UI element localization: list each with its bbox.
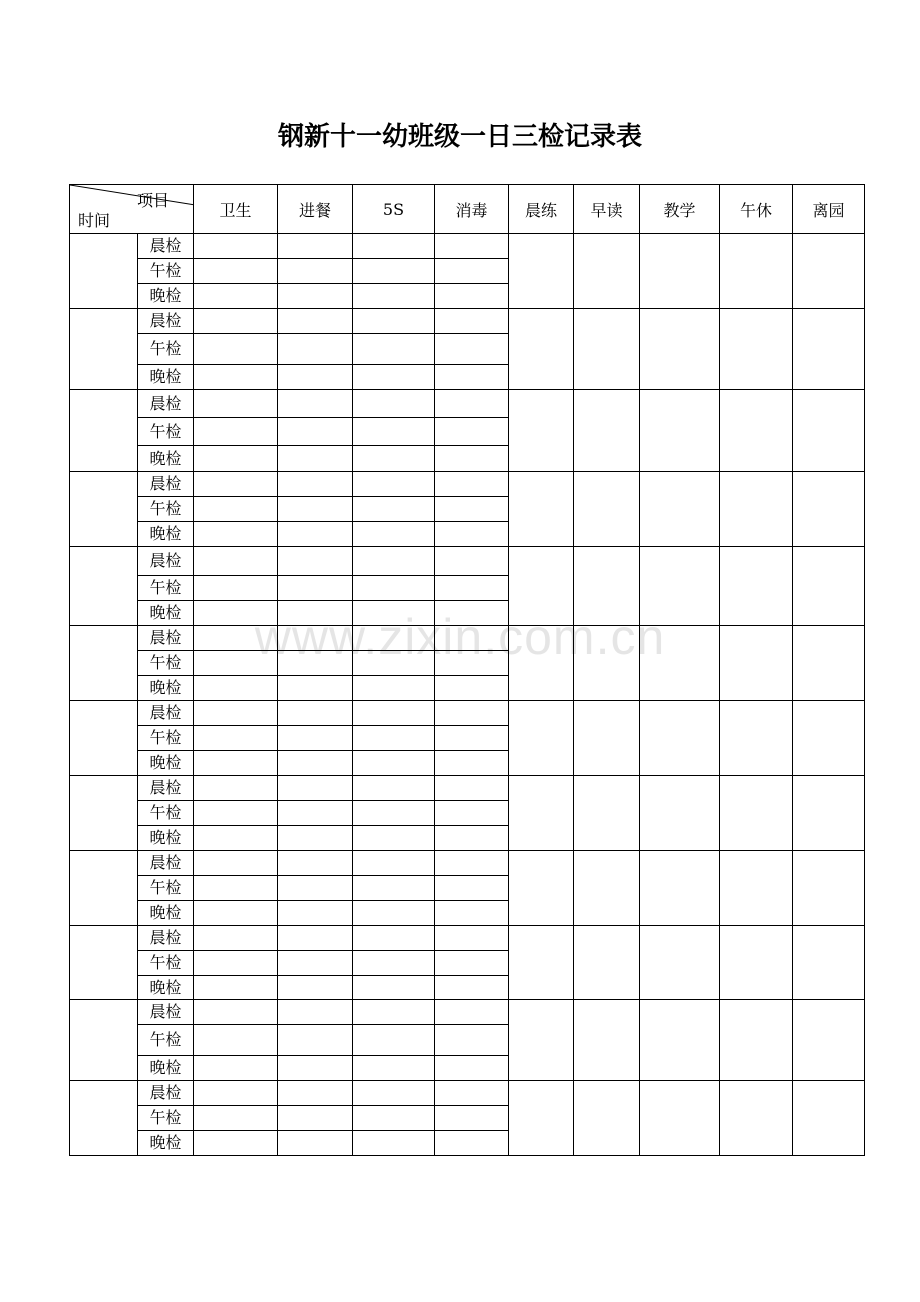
daily-entry-cell[interactable]	[793, 309, 865, 390]
table-row	[70, 309, 865, 334]
date-cell[interactable]	[70, 234, 138, 309]
entry-cell[interactable]	[435, 284, 509, 309]
col-header: 消毒	[435, 185, 509, 234]
entry-cell[interactable]	[435, 1025, 509, 1056]
entry-cell[interactable]	[278, 726, 353, 751]
entry-cell[interactable]	[194, 547, 278, 576]
daily-entry-cell[interactable]	[509, 776, 574, 851]
daily-entry-cell[interactable]	[640, 234, 720, 309]
check-label: 午检	[138, 951, 194, 976]
entry-cell[interactable]	[278, 390, 353, 418]
entry-cell[interactable]	[435, 701, 509, 726]
entry-cell[interactable]	[278, 497, 353, 522]
entry-cell[interactable]	[278, 901, 353, 926]
header-row	[70, 185, 865, 234]
entry-cell[interactable]	[353, 259, 435, 284]
entry-cell[interactable]	[435, 576, 509, 601]
entry-cell[interactable]	[353, 1000, 435, 1025]
entry-cell[interactable]	[278, 334, 353, 365]
entry-cell[interactable]	[194, 651, 278, 676]
check-label: 午检	[138, 651, 194, 676]
entry-cell[interactable]	[278, 801, 353, 826]
entry-cell[interactable]	[278, 826, 353, 851]
date-cell[interactable]	[70, 851, 138, 926]
entry-cell[interactable]	[353, 418, 435, 446]
entry-cell[interactable]	[278, 418, 353, 446]
check-label: 晚检	[138, 1056, 194, 1081]
daily-entry-cell[interactable]	[574, 1000, 640, 1081]
check-label: 晨检	[138, 390, 194, 418]
entry-cell[interactable]	[435, 418, 509, 446]
date-cell[interactable]	[70, 390, 138, 472]
daily-entry-cell[interactable]	[574, 776, 640, 851]
entry-cell[interactable]	[194, 390, 278, 418]
entry-cell[interactable]	[435, 522, 509, 547]
entry-cell[interactable]	[353, 951, 435, 976]
entry-cell[interactable]	[435, 851, 509, 876]
check-label: 晚检	[138, 676, 194, 701]
entry-cell[interactable]	[353, 390, 435, 418]
entry-cell[interactable]	[353, 726, 435, 751]
check-label: 午检	[138, 876, 194, 901]
col-header: 进餐	[278, 185, 353, 234]
check-label: 晚检	[138, 976, 194, 1000]
date-cell[interactable]	[70, 926, 138, 1000]
daily-entry-cell[interactable]	[793, 851, 865, 926]
entry-cell[interactable]	[278, 951, 353, 976]
daily-entry-cell[interactable]	[640, 547, 720, 626]
daily-entry-cell[interactable]	[720, 309, 793, 390]
entry-cell[interactable]	[435, 1000, 509, 1025]
entry-cell[interactable]	[194, 365, 278, 390]
entry-cell[interactable]	[278, 1056, 353, 1081]
daily-entry-cell[interactable]	[720, 234, 793, 309]
daily-entry-cell[interactable]	[640, 390, 720, 472]
entry-cell[interactable]	[435, 826, 509, 851]
corner-item-label: 项目	[136, 191, 169, 210]
entry-cell[interactable]	[353, 1025, 435, 1056]
daily-entry-cell[interactable]	[720, 926, 793, 1000]
check-label: 晨检	[138, 234, 194, 259]
entry-cell[interactable]	[194, 309, 278, 334]
table-row	[70, 1000, 865, 1025]
daily-entry-cell[interactable]	[509, 1081, 574, 1156]
table-row	[70, 851, 865, 876]
entry-cell[interactable]	[435, 601, 509, 626]
entry-cell[interactable]	[435, 1106, 509, 1131]
check-label: 晚检	[138, 751, 194, 776]
entry-cell[interactable]	[353, 1106, 435, 1131]
entry-cell[interactable]	[194, 601, 278, 626]
entry-cell[interactable]	[278, 284, 353, 309]
table-row	[70, 390, 865, 418]
daily-entry-cell[interactable]	[509, 472, 574, 547]
entry-cell[interactable]	[194, 234, 278, 259]
daily-entry-cell[interactable]	[509, 1000, 574, 1081]
daily-entry-cell[interactable]	[720, 851, 793, 926]
watermark: www.zixin.com.cn	[254, 609, 666, 665]
check-label: 晨检	[138, 851, 194, 876]
daily-entry-cell[interactable]	[793, 1081, 865, 1156]
daily-entry-cell[interactable]	[793, 926, 865, 1000]
entry-cell[interactable]	[353, 365, 435, 390]
date-cell[interactable]	[70, 626, 138, 701]
entry-cell[interactable]	[194, 976, 278, 1000]
daily-entry-cell[interactable]	[720, 547, 793, 626]
entry-cell[interactable]	[194, 334, 278, 365]
entry-cell[interactable]	[278, 651, 353, 676]
daily-entry-cell[interactable]	[793, 626, 865, 701]
entry-cell[interactable]	[278, 446, 353, 472]
daily-entry-cell[interactable]	[574, 851, 640, 926]
entry-cell[interactable]	[353, 701, 435, 726]
check-label: 晚检	[138, 1131, 194, 1156]
entry-cell[interactable]	[194, 926, 278, 951]
entry-cell[interactable]	[353, 626, 435, 651]
check-label: 午检	[138, 576, 194, 601]
date-cell[interactable]	[70, 309, 138, 390]
entry-cell[interactable]	[435, 726, 509, 751]
entry-cell[interactable]	[435, 334, 509, 365]
entry-cell[interactable]	[435, 446, 509, 472]
daily-entry-cell[interactable]	[574, 547, 640, 626]
check-label: 晨检	[138, 1000, 194, 1025]
daily-entry-cell[interactable]	[793, 472, 865, 547]
entry-cell[interactable]	[435, 1081, 509, 1106]
entry-cell[interactable]	[435, 365, 509, 390]
daily-entry-cell[interactable]	[720, 626, 793, 701]
date-cell[interactable]	[70, 472, 138, 547]
check-label: 午检	[138, 259, 194, 284]
entry-cell[interactable]	[278, 626, 353, 651]
entry-cell[interactable]	[435, 259, 509, 284]
check-label: 晚检	[138, 522, 194, 547]
entry-cell[interactable]	[194, 701, 278, 726]
entry-cell[interactable]	[435, 976, 509, 1000]
col-header: 午休	[720, 185, 793, 234]
entry-cell[interactable]	[194, 1081, 278, 1106]
daily-entry-cell[interactable]	[793, 234, 865, 309]
entry-cell[interactable]	[194, 851, 278, 876]
daily-entry-cell[interactable]	[509, 234, 574, 309]
entry-cell[interactable]	[353, 901, 435, 926]
entry-cell[interactable]	[435, 390, 509, 418]
entry-cell[interactable]	[278, 776, 353, 801]
check-label: 晚检	[138, 601, 194, 626]
entry-cell[interactable]	[278, 472, 353, 497]
entry-cell[interactable]	[194, 1000, 278, 1025]
daily-entry-cell[interactable]	[509, 851, 574, 926]
entry-cell[interactable]	[353, 1081, 435, 1106]
entry-cell[interactable]	[278, 1081, 353, 1106]
check-label: 晚检	[138, 365, 194, 390]
entry-cell[interactable]	[278, 926, 353, 951]
entry-cell[interactable]	[353, 651, 435, 676]
daily-entry-cell[interactable]	[509, 701, 574, 776]
entry-cell[interactable]	[435, 472, 509, 497]
entry-cell[interactable]	[435, 1056, 509, 1081]
record-table	[69, 184, 865, 1156]
entry-cell[interactable]	[353, 976, 435, 1000]
entry-cell[interactable]	[435, 1131, 509, 1156]
entry-cell[interactable]	[353, 576, 435, 601]
entry-cell[interactable]	[353, 676, 435, 701]
check-label: 晨检	[138, 701, 194, 726]
entry-cell[interactable]	[435, 234, 509, 259]
entry-cell[interactable]	[194, 1025, 278, 1056]
entry-cell[interactable]	[353, 234, 435, 259]
entry-cell[interactable]	[435, 547, 509, 576]
corner-time-label: 时间	[78, 211, 111, 230]
daily-entry-cell[interactable]	[574, 926, 640, 1000]
daily-entry-cell[interactable]	[574, 701, 640, 776]
date-cell[interactable]	[70, 547, 138, 626]
entry-cell[interactable]	[194, 446, 278, 472]
daily-entry-cell[interactable]	[640, 851, 720, 926]
entry-cell[interactable]	[435, 309, 509, 334]
daily-entry-cell[interactable]	[720, 390, 793, 472]
entry-cell[interactable]	[353, 1131, 435, 1156]
table-row	[70, 776, 865, 801]
page-title: 钢新十一幼班级一日三检记录表	[277, 122, 642, 152]
daily-entry-cell[interactable]	[574, 390, 640, 472]
daily-entry-cell[interactable]	[509, 926, 574, 1000]
entry-cell[interactable]	[435, 901, 509, 926]
entry-cell[interactable]	[353, 522, 435, 547]
entry-cell[interactable]	[353, 851, 435, 876]
entry-cell[interactable]	[435, 497, 509, 522]
entry-cell[interactable]	[194, 1056, 278, 1081]
date-cell[interactable]	[70, 1000, 138, 1081]
entry-cell[interactable]	[278, 576, 353, 601]
daily-entry-cell[interactable]	[793, 776, 865, 851]
entry-cell[interactable]	[278, 701, 353, 726]
entry-cell[interactable]	[278, 234, 353, 259]
entry-cell[interactable]	[435, 926, 509, 951]
entry-cell[interactable]	[194, 751, 278, 776]
daily-entry-cell[interactable]	[574, 1081, 640, 1156]
entry-cell[interactable]	[435, 776, 509, 801]
entry-cell[interactable]	[435, 876, 509, 901]
table-row	[70, 701, 865, 726]
entry-cell[interactable]	[353, 334, 435, 365]
daily-entry-cell[interactable]	[640, 1081, 720, 1156]
table-row	[70, 234, 865, 259]
daily-entry-cell[interactable]	[574, 234, 640, 309]
daily-entry-cell[interactable]	[720, 776, 793, 851]
check-label: 午检	[138, 801, 194, 826]
daily-entry-cell[interactable]	[509, 626, 574, 701]
daily-entry-cell[interactable]	[793, 1000, 865, 1081]
daily-entry-cell[interactable]	[640, 776, 720, 851]
entry-cell[interactable]	[194, 259, 278, 284]
daily-entry-cell[interactable]	[720, 1081, 793, 1156]
check-label: 午检	[138, 334, 194, 365]
entry-cell[interactable]	[194, 576, 278, 601]
entry-cell[interactable]	[194, 284, 278, 309]
entry-cell[interactable]	[278, 876, 353, 901]
daily-entry-cell[interactable]	[640, 472, 720, 547]
entry-cell[interactable]	[278, 601, 353, 626]
entry-cell[interactable]	[353, 776, 435, 801]
check-label: 晚检	[138, 901, 194, 926]
check-label: 晨检	[138, 776, 194, 801]
entry-cell[interactable]	[353, 751, 435, 776]
entry-cell[interactable]	[194, 951, 278, 976]
col-header: 5S	[353, 185, 435, 234]
entry-cell[interactable]	[353, 926, 435, 951]
entry-cell[interactable]	[278, 751, 353, 776]
col-header: 卫生	[194, 185, 278, 234]
entry-cell[interactable]	[435, 676, 509, 701]
entry-cell[interactable]	[278, 676, 353, 701]
entry-cell[interactable]	[353, 472, 435, 497]
entry-cell[interactable]	[278, 365, 353, 390]
daily-entry-cell[interactable]	[640, 926, 720, 1000]
table-row	[70, 547, 865, 576]
entry-cell[interactable]	[278, 259, 353, 284]
daily-entry-cell[interactable]	[793, 547, 865, 626]
check-label: 晨检	[138, 309, 194, 334]
check-label: 午检	[138, 497, 194, 522]
entry-cell[interactable]	[278, 547, 353, 576]
entry-cell[interactable]	[194, 522, 278, 547]
entry-cell[interactable]	[435, 951, 509, 976]
date-cell[interactable]	[70, 701, 138, 776]
daily-entry-cell[interactable]	[640, 626, 720, 701]
entry-cell[interactable]	[353, 601, 435, 626]
entry-cell[interactable]	[353, 446, 435, 472]
daily-entry-cell[interactable]	[640, 309, 720, 390]
daily-entry-cell[interactable]	[720, 1000, 793, 1081]
col-header: 离园	[793, 185, 865, 234]
check-label: 午检	[138, 726, 194, 751]
daily-entry-cell[interactable]	[574, 626, 640, 701]
check-label: 晨检	[138, 626, 194, 651]
daily-entry-cell[interactable]	[509, 309, 574, 390]
check-label: 午检	[138, 1025, 194, 1056]
entry-cell[interactable]	[278, 522, 353, 547]
daily-entry-cell[interactable]	[720, 472, 793, 547]
entry-cell[interactable]	[435, 751, 509, 776]
entry-cell[interactable]	[278, 1131, 353, 1156]
entry-cell[interactable]	[194, 472, 278, 497]
date-cell[interactable]	[70, 1081, 138, 1156]
daily-entry-cell[interactable]	[574, 472, 640, 547]
entry-cell[interactable]	[435, 801, 509, 826]
check-label: 午检	[138, 1106, 194, 1131]
daily-entry-cell[interactable]	[793, 701, 865, 776]
check-label: 晨检	[138, 926, 194, 951]
table-row	[70, 1081, 865, 1106]
daily-entry-cell[interactable]	[720, 701, 793, 776]
daily-entry-cell[interactable]	[509, 547, 574, 626]
col-header: 教学	[640, 185, 720, 234]
entry-cell[interactable]	[278, 1000, 353, 1025]
check-label: 晨检	[138, 1081, 194, 1106]
daily-entry-cell[interactable]	[640, 1000, 720, 1081]
daily-entry-cell[interactable]	[793, 390, 865, 472]
table-row	[70, 472, 865, 497]
date-cell[interactable]	[70, 776, 138, 851]
entry-cell[interactable]	[194, 1106, 278, 1131]
entry-cell[interactable]	[194, 1131, 278, 1156]
entry-cell[interactable]	[278, 1106, 353, 1131]
check-label: 午检	[138, 418, 194, 446]
entry-cell[interactable]	[194, 776, 278, 801]
daily-entry-cell[interactable]	[509, 390, 574, 472]
entry-cell[interactable]	[194, 626, 278, 651]
entry-cell[interactable]	[353, 1056, 435, 1081]
entry-cell[interactable]	[353, 826, 435, 851]
entry-cell[interactable]	[353, 309, 435, 334]
entry-cell[interactable]	[278, 309, 353, 334]
entry-cell[interactable]	[278, 1025, 353, 1056]
col-header: 晨练	[509, 185, 574, 234]
entry-cell[interactable]	[194, 418, 278, 446]
corner-cell	[70, 185, 194, 234]
col-header: 早读	[574, 185, 640, 234]
entry-cell[interactable]	[435, 651, 509, 676]
check-label: 晚检	[138, 284, 194, 309]
entry-cell[interactable]	[353, 497, 435, 522]
entry-cell[interactable]	[194, 497, 278, 522]
check-label: 晚检	[138, 446, 194, 472]
table-row	[70, 926, 865, 951]
entry-cell[interactable]	[194, 726, 278, 751]
entry-cell[interactable]	[194, 901, 278, 926]
entry-cell[interactable]	[435, 626, 509, 651]
entry-cell[interactable]	[278, 976, 353, 1000]
check-label: 晚检	[138, 826, 194, 851]
entry-cell[interactable]	[353, 284, 435, 309]
entry-cell[interactable]	[194, 801, 278, 826]
daily-entry-cell[interactable]	[574, 309, 640, 390]
check-label: 晨检	[138, 472, 194, 497]
daily-entry-cell[interactable]	[640, 701, 720, 776]
entry-cell[interactable]	[353, 547, 435, 576]
entry-cell[interactable]	[278, 851, 353, 876]
entry-cell[interactable]	[194, 876, 278, 901]
entry-cell[interactable]	[194, 676, 278, 701]
table-row	[70, 626, 865, 651]
entry-cell[interactable]	[353, 801, 435, 826]
check-label: 晨检	[138, 547, 194, 576]
entry-cell[interactable]	[353, 876, 435, 901]
entry-cell[interactable]	[194, 826, 278, 851]
